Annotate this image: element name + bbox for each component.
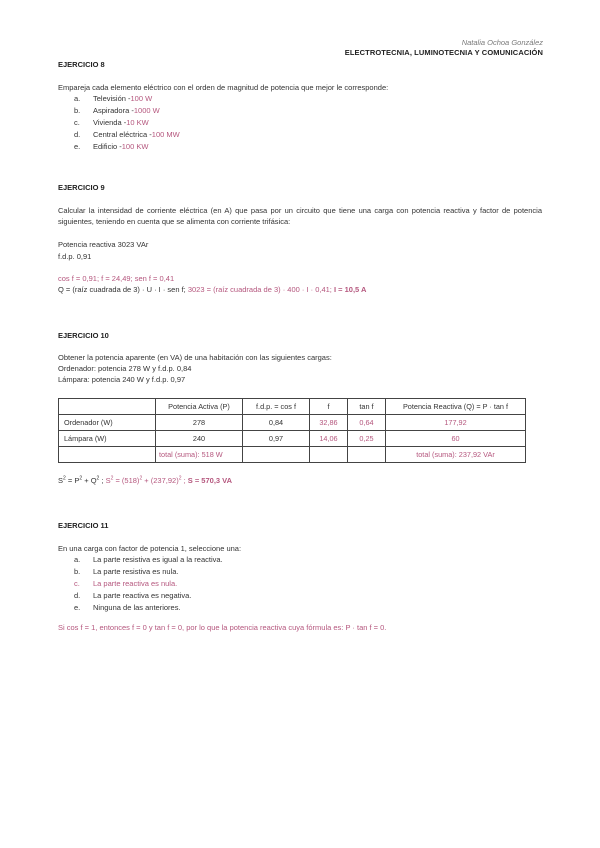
ex11-explanation: Si cos f = 1, entonces f = 0 y tan f = 0, por lo que la potencia reactiva cuya fórmula es: P · tan f = 0. (58, 623, 387, 632)
power-table (58, 398, 526, 463)
ex10-lampara-spec: Lámpara: potencia 240 W y f.d.p. 0,97 (58, 375, 186, 384)
subject-title: ELECTROTECNIA, LUMINOTECNIA Y COMUNICACIÓN (344, 48, 543, 57)
table-header-row: Potencia Activa (P) f.d.p. = cos f f tan f Potencia Reactiva (Q) = P · tan f (59, 399, 526, 415)
ex11-options (74, 554, 223, 614)
table-total-row: total (suma): 518 W total (suma): 237,92 VAr (59, 447, 526, 463)
table-row: Ordenador (W) 278 0,84 32,86 0,64 177,92 (59, 415, 526, 431)
author-name: Natalia Ochoa González (461, 38, 543, 47)
ex9-given-fdp: f.d.p. 0,91 (58, 252, 92, 261)
list-item: c. Vivienda - 10 KW (74, 118, 149, 127)
list-item: b. La parte resistiva es nula. (74, 567, 179, 576)
ex10-formula-line: $S^2 = P^2 + Q^2$ ; $S^2 = (518)^2 + (237,92)^2$ ; S = 570,3 VA (58, 475, 233, 485)
ex11-title: EJERCICIO 11 (58, 521, 109, 530)
ex9-statement: Calcular la intensidad de corriente eléctrica (en A) que pasa por un circuito que tiene una carga con potencia reactiva y factor de potencia siguientes, teniendo en cuenta que se alimenta con corriente trifásica: (58, 206, 542, 226)
ex8-list (74, 93, 180, 153)
ex10-title: EJERCICIO 10 (58, 331, 109, 340)
ex8-title: EJERCICIO 8 (58, 60, 105, 69)
list-item: e. Ninguna de las anteriores. (74, 603, 181, 612)
ex8-statement: Empareja cada elemento eléctrico con el orden de magnitud de potencia que mejor le corresponde: (58, 83, 389, 92)
ex9-given-reactive: Potencia reactiva 3023 VAr (58, 240, 149, 249)
list-item: e. Edificio - 100 KW (74, 142, 149, 151)
list-item: b. Aspiradora - 1000 W (74, 106, 160, 115)
table-row: Lámpara (W) 240 0,97 14,06 0,25 60 (59, 431, 526, 447)
ex9-angles: cos f = 0,91; f = 24,49; sen f = 0,41 (58, 274, 175, 283)
ex10-ordenador-spec: Ordenador: potencia 278 W y f.d.p. 0,84 (58, 364, 192, 373)
list-item: a. La parte resistiva es igual a la reactiva. (74, 555, 223, 564)
ex9-formula-line: Q = (raíz cuadrada de 3) · U · I · sen f; 3023 = (raíz cuadrada de 3) · 400 · I · 0,41; I = 10,5 A (58, 285, 367, 294)
ex9-title: EJERCICIO 9 (58, 183, 105, 192)
ex11-statement: En una carga con factor de potencia 1, seleccione una: (58, 544, 242, 553)
list-item: d. Central eléctrica - 100 MW (74, 130, 180, 139)
list-item: d. La parte reactiva es negativa. (74, 591, 192, 600)
list-item-selected: c. La parte reactiva es nula. (74, 579, 178, 588)
list-item: a. Televisión - 100 W (74, 94, 153, 103)
ex10-statement: Obtener la potencia aparente (en VA) de una habitación con las siguientes cargas: (58, 353, 332, 362)
